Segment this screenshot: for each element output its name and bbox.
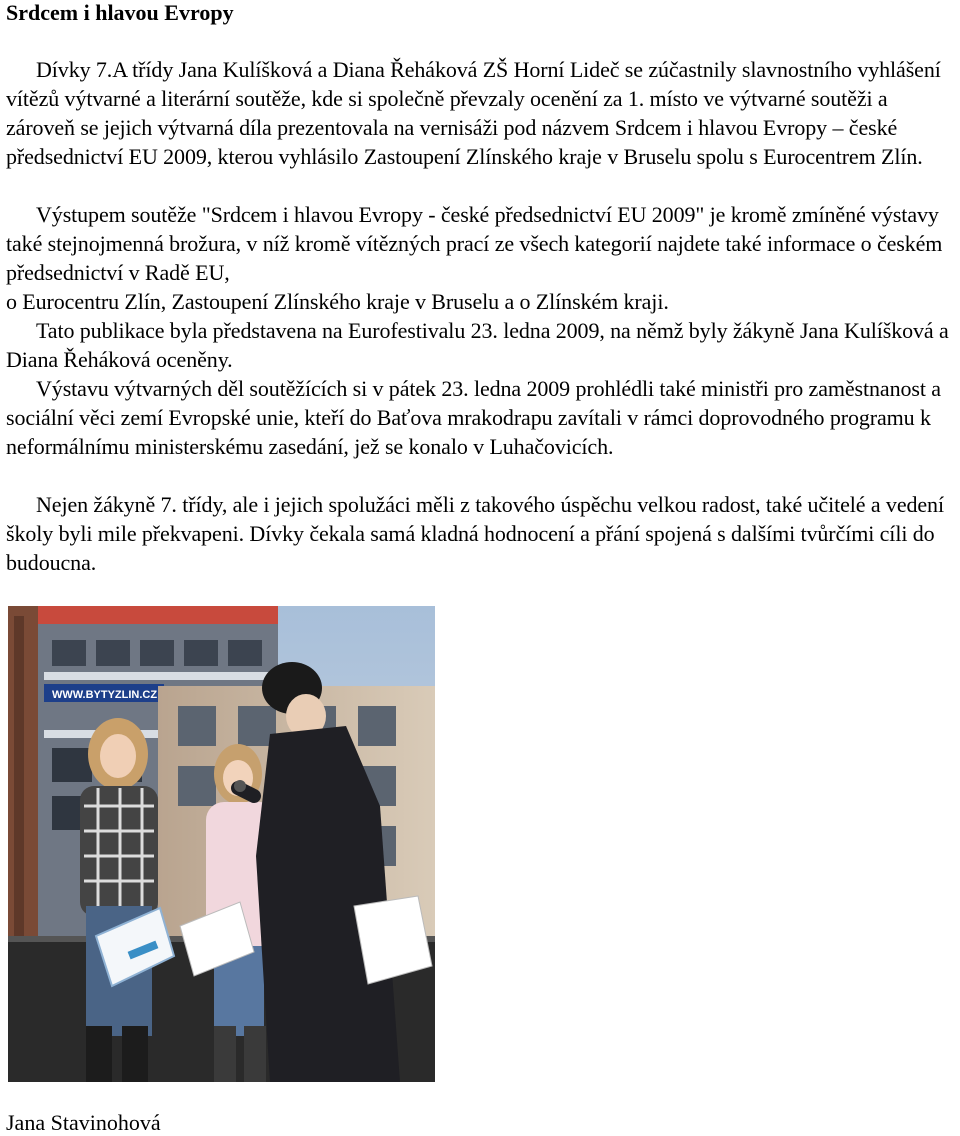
paragraph-4-text: Výstavu výtvarných děl soutěžících si v pátek 23. ledna 2009 prohlédli také ministři pro zaměstnanost a sociální věci zemí Evropské unie, kteří do Baťova mrakodrapu zavítali v rámci doprovodného programu k neformálnímu ministerskému zasedání, jež se konalo v Luhačovicích. (6, 376, 941, 459)
paragraph-5 (6, 490, 958, 577)
author-name: Jana Stavinohová (6, 1110, 161, 1135)
paragraph-2-continued-text: o Eurocentru Zlín, Zastoupení Zlínského kraje v Bruselu a o Zlínském kraji. (6, 289, 669, 314)
paragraph-2 (6, 200, 958, 287)
paragraph-1 (6, 55, 958, 171)
award-photo (8, 606, 435, 1082)
paragraph-4 (6, 374, 958, 461)
paragraph-2-continued (6, 287, 958, 316)
paragraph-2-text: Výstupem soutěže "Srdcem i hlavou Evropy - české předsednictví EU 2009" je kromě zmíněné výstavy také stejnojmenná brožura, v níž kromě vítězných prací ze všech kategorií najdete také informace o českém předsednictví v Radě EU, (6, 202, 943, 285)
photo-sign-text: WWW.BYTYZLIN.CZ (52, 689, 158, 701)
paragraph-1-text: Dívky 7.A třídy Jana Kulíšková a Diana Řeháková ZŠ Horní Lideč se zúčastnily slavnostního vyhlášení vítězů výtvarné a literární soutěže, kde si společně převzaly ocenění za 1. místo ve výtvarné soutěži a zároveň se jejich výtvarná díla prezentovala na vernisáži pod názvem Srdcem i hlavou Evropy – české předsednictví EU 2009, kterou vyhlásilo Zastoupení Zlínského kraje v Bruselu spolu s Eurocentrem Zlín. (6, 57, 941, 169)
paragraph-5-text: Nejen žákyně 7. třídy, ale i jejich spolužáci měli z takového úspěchu velkou radost, také učitelé a vedení školy byli mile překvapeni. Dívky čekala samá kladná hodnocení a přání spojená s dalšími tvůrčími cíli do budoucna. (6, 492, 944, 575)
article-title: Srdcem i hlavou Evropy (6, 0, 234, 25)
paragraph-3-text: Tato publikace byla představena na Eurofestivalu 23. ledna 2009, na němž byly žákyně Jana Kulíšková a Diana Řeháková oceněny. (6, 318, 949, 372)
paragraph-3 (6, 316, 958, 374)
